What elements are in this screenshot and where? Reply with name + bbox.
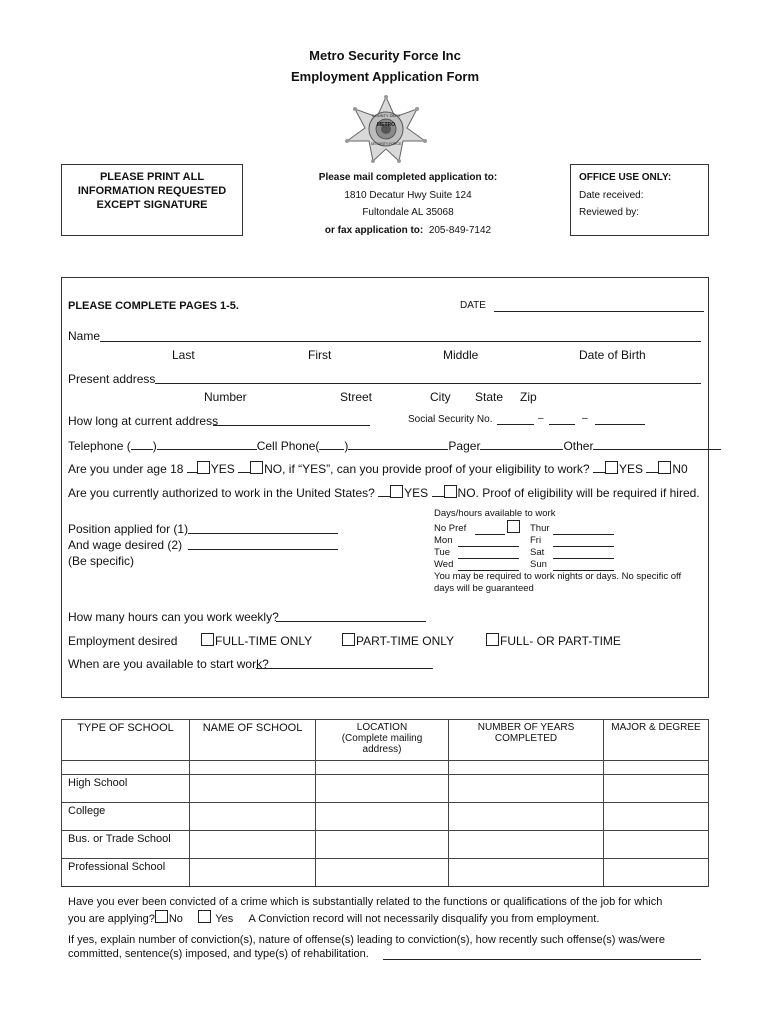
full-time-label: FULL-TIME ONLY — [215, 634, 313, 648]
part-time-checkbox[interactable] — [342, 633, 355, 646]
ssn-separator-2: – — [582, 413, 588, 424]
school-name-cell[interactable] — [190, 775, 316, 803]
conviction-yes-label: Yes — [215, 913, 234, 925]
age-row — [68, 461, 688, 476]
school-years-cell[interactable] — [449, 775, 604, 803]
education-table — [61, 719, 709, 887]
day-fri-label: Fri — [530, 535, 542, 546]
hours-weekly-field[interactable] — [276, 610, 426, 622]
section-divider — [61, 886, 707, 887]
explain-field[interactable] — [383, 948, 701, 960]
table-row — [62, 831, 709, 859]
address-number-label: Number — [204, 390, 247, 404]
employment-desired-label: Employment desired — [68, 634, 178, 648]
authorized-question: Are you currently authorized to work in the United States? — [68, 486, 375, 500]
phone-row — [68, 438, 721, 453]
address-zip-label: Zip — [520, 390, 537, 404]
position-field-2[interactable] — [188, 538, 338, 550]
thur-field[interactable] — [553, 523, 614, 535]
conviction-question-end: you are applying? — [68, 913, 155, 925]
part-time-label: PART-TIME ONLY — [356, 634, 455, 648]
table-row — [62, 775, 709, 803]
print-line-1: PLEASE PRINT ALL — [99, 171, 205, 183]
authorized-no-label: NO. Proof of eligibility will be required if hired. — [457, 486, 700, 500]
address-street-label: Street — [340, 390, 373, 404]
telephone-label: Telephone ( — [68, 439, 131, 453]
conviction-no-checkbox[interactable] — [155, 910, 168, 923]
header-years-completed: NUMBER OF YEARS COMPLETED — [449, 720, 604, 761]
age-yes-checkbox[interactable] — [197, 461, 210, 474]
school-name-cell[interactable] — [190, 803, 316, 831]
pager-field[interactable] — [480, 438, 563, 450]
school-location-cell[interactable] — [316, 803, 449, 831]
area-code-field[interactable] — [131, 438, 153, 450]
header-name-of-school: NAME OF SCHOOL — [190, 720, 316, 761]
day-thur-label: Thur — [530, 523, 550, 534]
explain-line-2: committed, sentence(s) imposed, and type(s) of rehabilitation. — [68, 948, 369, 960]
header-location: LOCATION (Complete mailing address) — [316, 720, 449, 761]
mail-heading: Please mail completed application to: — [318, 172, 498, 183]
name-label: Name — [68, 329, 101, 343]
address-label: Present address — [68, 372, 156, 386]
name-last-label: Last — [172, 348, 195, 362]
date-field[interactable] — [494, 300, 704, 312]
school-name-cell[interactable] — [190, 859, 316, 887]
cell-phone-label: Cell Phone( — [256, 439, 320, 453]
hours-weekly-label: How many hours can you work weekly? — [68, 610, 279, 624]
explain-line-1: If yes, explain number of conviction(s), nature of offense(s) leading to conviction(s), how recently such offense(s) was/were — [68, 934, 665, 946]
complete-pages-heading: PLEASE COMPLETE PAGES 1-5. — [68, 300, 239, 312]
cell-phone-field[interactable] — [348, 438, 448, 450]
full-time-option[interactable] — [201, 633, 312, 648]
cell-area-code-field[interactable] — [319, 438, 344, 450]
day-sun-label: Sun — [530, 559, 547, 570]
proof-no-checkbox[interactable] — [658, 461, 671, 474]
start-date-field[interactable] — [256, 657, 433, 669]
form-title: Employment Application Form — [290, 69, 480, 84]
education-header-spacer — [62, 761, 709, 775]
school-years-cell[interactable] — [449, 803, 604, 831]
days-note-1: You may be required to work nights or days. No specific off — [434, 571, 682, 582]
ssn-separator-1: – — [538, 413, 544, 424]
ssn-label: Social Security No. — [408, 414, 493, 425]
mon-field[interactable] — [458, 535, 519, 547]
school-major-cell[interactable] — [604, 775, 709, 803]
authorized-yes-label: YES — [404, 486, 429, 500]
school-name-cell[interactable] — [190, 831, 316, 859]
full-or-part-label: FULL- OR PART-TIME — [500, 634, 621, 648]
conviction-no-label: No — [168, 913, 183, 925]
school-major-cell[interactable] — [604, 831, 709, 859]
wed-field[interactable] — [458, 559, 519, 571]
table-row — [62, 859, 709, 887]
proof-yes-label: YES — [618, 462, 643, 476]
name-middle-label: Middle — [443, 348, 479, 362]
day-wed-label: Wed — [434, 559, 454, 570]
days-heading: Days/hours available to work — [434, 508, 556, 519]
days-note-2: days will be guaranteed — [434, 583, 534, 594]
how-long-field[interactable] — [213, 414, 370, 426]
conviction-note: A Conviction record will not necessarily disqualify you from employment. — [248, 913, 600, 925]
address-field[interactable] — [155, 372, 701, 384]
ssn-part-2[interactable] — [549, 413, 575, 425]
proof-yes-checkbox[interactable] — [605, 461, 618, 474]
school-type-high-school: High School — [62, 775, 190, 803]
dob-label: Date of Birth — [579, 348, 646, 362]
day-sat-label: Sat — [530, 547, 545, 558]
fax-number: 205-849-7142 — [428, 224, 492, 236]
date-received-label: Date received: — [579, 189, 644, 201]
school-years-cell[interactable] — [449, 831, 604, 859]
position-field-1[interactable] — [188, 522, 338, 534]
tue-field[interactable] — [458, 547, 519, 559]
education-header-row — [62, 720, 709, 761]
school-type-trade: Bus. or Trade School — [62, 831, 190, 859]
mail-street: 1810 Decatur Hwy Suite 124 — [344, 189, 472, 201]
badge-bottom-text: SECURITY FORCE — [370, 142, 402, 146]
ssn-part-3[interactable] — [595, 413, 645, 425]
proof-question: NO, if “YES”, can you provide proof of your eligibility to work? — [264, 462, 590, 476]
telephone-close-paren: ) — [152, 439, 157, 453]
no-pref-field[interactable] — [475, 523, 505, 535]
age-question: Are you under age 18 — [68, 462, 184, 476]
address-city-label: City — [430, 390, 451, 404]
other-label: Other — [563, 439, 594, 453]
company-name: Metro Security Force Inc — [309, 48, 461, 63]
school-type-college: College — [62, 803, 190, 831]
header-type-of-school: TYPE OF SCHOOL — [62, 720, 190, 761]
print-line-2: INFORMATION REQUESTED — [77, 185, 227, 197]
office-heading: OFFICE USE ONLY: — [579, 172, 672, 183]
authorization-row — [68, 485, 700, 500]
full-or-part-checkbox[interactable] — [486, 633, 499, 646]
how-long-label: How long at current address — [68, 414, 219, 428]
conviction-yes-checkbox[interactable] — [198, 910, 211, 923]
star-badge-icon — [345, 95, 427, 163]
fax-label: or fax application to: — [324, 224, 424, 236]
mail-city: Fultondale AL 35068 — [362, 207, 454, 218]
name-field[interactable] — [100, 330, 701, 342]
other-phone-field[interactable] — [593, 438, 721, 450]
day-mon-label: Mon — [434, 535, 453, 546]
school-years-cell[interactable] — [449, 859, 604, 887]
telephone-field[interactable] — [157, 438, 257, 450]
sun-field[interactable] — [553, 559, 614, 571]
full-time-checkbox[interactable] — [201, 633, 214, 646]
date-label: DATE — [460, 300, 486, 311]
school-location-cell[interactable] — [316, 831, 449, 859]
school-major-cell[interactable] — [604, 803, 709, 831]
position-label-1: Position applied for (1) — [68, 522, 189, 536]
table-row — [62, 803, 709, 831]
school-location-cell[interactable] — [316, 775, 449, 803]
full-or-part-option[interactable] — [486, 633, 621, 648]
print-instructions-box — [61, 164, 243, 236]
authorized-yes-checkbox[interactable] — [390, 485, 403, 498]
school-location-cell[interactable] — [316, 859, 449, 887]
start-date-label: When are you available to start work? — [68, 657, 269, 671]
position-label-3: (Be specific) — [68, 554, 135, 568]
no-pref-checkbox[interactable] — [507, 520, 520, 533]
badge-mid-text: METRO — [376, 122, 396, 128]
reviewed-by-label: Reviewed by: — [579, 207, 640, 218]
part-time-option[interactable] — [342, 633, 454, 648]
mail-info — [250, 169, 566, 239]
badge-logo — [345, 95, 427, 163]
fri-field[interactable] — [553, 535, 614, 547]
header-major-degree: MAJOR & DEGREE — [604, 720, 709, 761]
conviction-question-line-2 — [68, 910, 599, 925]
school-type-professional: Professional School — [62, 859, 190, 887]
name-first-label: First — [308, 348, 332, 362]
address-state-label: State — [475, 390, 504, 404]
school-major-cell[interactable] — [604, 859, 709, 887]
position-label-2: And wage desired (2) — [68, 538, 183, 552]
age-no-checkbox[interactable] — [250, 461, 263, 474]
pager-label: Pager — [448, 439, 481, 453]
day-no-pref-label: No Pref — [434, 523, 467, 534]
cell-close-paren: ) — [344, 439, 349, 453]
ssn-part-1[interactable] — [497, 413, 534, 425]
proof-no-label: N0 — [672, 462, 688, 476]
age-yes-label: YES — [210, 462, 235, 476]
authorized-no-checkbox[interactable] — [444, 485, 457, 498]
badge-top-text: COUNTY DEPT — [371, 113, 401, 118]
day-tue-label: Tue — [434, 547, 451, 558]
conviction-question-line-1: Have you ever been convicted of a crime which is substantially related to the functions or qualifications of the job for which — [68, 896, 663, 908]
sat-field[interactable] — [553, 547, 614, 559]
office-use-box — [570, 164, 709, 236]
print-line-3: EXCEPT SIGNATURE — [96, 199, 208, 211]
